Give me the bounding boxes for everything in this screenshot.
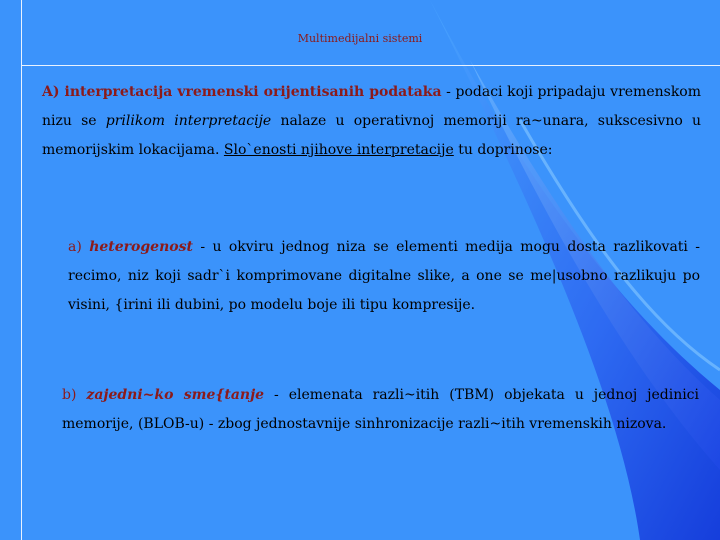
item-b-text: - elemenata razli~itih (TBM) objekata u jednoj jedinici memorije, (BLOB-u) - zbog jednostavnije sinhronizacije razli~itih vremenskih nizova.	[62, 387, 700, 432]
section-a-underlined: Slo`enosti njihove interpretacije	[223, 142, 454, 158]
section-a-paragraph	[42, 78, 701, 165]
section-a-text-2: nalaze u operativnoj memoriji ra~unara, sukscesivno u memorijskim lokacijama.	[42, 113, 702, 158]
item-b-paragraph	[62, 381, 699, 439]
section-a-italic: prilikom interpretacije	[105, 113, 272, 129]
item-b-term: zajedni~ko sme{tanje	[86, 387, 265, 403]
section-a-heading: A) interpretacija vremenski orijentisanih podataka	[42, 84, 442, 100]
section-a-text-1: - podaci koji pripadaju vremenskom nizu se	[42, 84, 702, 129]
section-a-text-3: tu doprinose:	[453, 142, 553, 158]
left-vertical-rule	[21, 0, 22, 540]
item-a-label: a)	[68, 239, 90, 255]
header-rule	[22, 65, 720, 66]
slide-header-title: Multimedijalni sistemi	[297, 32, 423, 45]
item-b-label: b)	[62, 387, 87, 403]
item-a-text: - u okviru jednog niza se elementi medija mogu dosta razlikovati - recimo, niz koji sadr`i komprimovane digitalne slike, a one se me|usobno razlikuju po visini, {irini ili dubini, po modelu boje ili tipu kompresije.	[68, 239, 701, 313]
item-a-term: heterogenost	[89, 239, 193, 255]
item-a-paragraph	[68, 233, 700, 320]
